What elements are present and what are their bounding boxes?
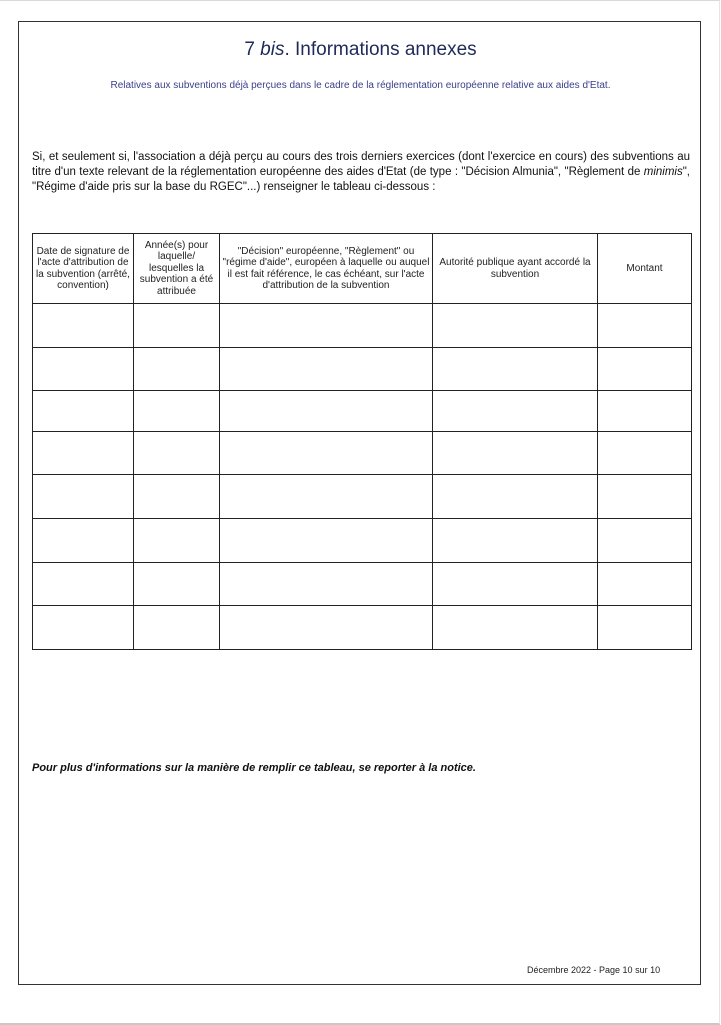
intro-part-2: ", "Régime d'aide pris sur la base du RGEC"...) renseigner le tableau ci-dessous :: [32, 166, 690, 193]
autorite-cell[interactable]: [433, 432, 598, 475]
decision-cell[interactable]: [220, 475, 433, 519]
annees-cell[interactable]: [134, 519, 220, 563]
montant-cell[interactable]: [598, 432, 692, 475]
autorite-cell[interactable]: [433, 519, 598, 563]
date-cell[interactable]: [33, 348, 134, 391]
annees-cell[interactable]: [134, 563, 220, 606]
table-row: [33, 475, 692, 519]
header-montant: Montant: [598, 234, 692, 304]
decision-cell[interactable]: [220, 304, 433, 348]
annees-cell[interactable]: [134, 606, 220, 650]
header-annees: Année(s) pour laquelle/ lesquelles la subvention a été attribuée: [134, 234, 220, 304]
autorite-cell[interactable]: [433, 475, 598, 519]
date-cell[interactable]: [33, 563, 134, 606]
decision-cell[interactable]: [220, 519, 433, 563]
date-cell[interactable]: [33, 432, 134, 475]
montant-cell[interactable]: [598, 519, 692, 563]
autorite-cell[interactable]: [433, 348, 598, 391]
section-title-text: . Informations annexes: [284, 39, 477, 60]
decision-cell[interactable]: [220, 432, 433, 475]
montant-cell[interactable]: [598, 475, 692, 519]
table-row: [33, 563, 692, 606]
table-row: [33, 432, 692, 475]
page-footer: Décembre 2022 - Page 10 sur 10: [527, 965, 661, 975]
header-date-signature: Date de signature de l'acte d'attribution de la subvention (arrêté, convention): [33, 234, 134, 304]
decision-cell[interactable]: [220, 348, 433, 391]
table-row: [33, 519, 692, 563]
decision-cell[interactable]: [220, 606, 433, 650]
table-row: [33, 304, 692, 348]
montant-cell[interactable]: [598, 348, 692, 391]
section-title: [0, 39, 721, 61]
annees-cell[interactable]: [134, 475, 220, 519]
date-cell[interactable]: [33, 606, 134, 650]
montant-cell[interactable]: [598, 606, 692, 650]
header-autorite-publique: Autorité publique ayant accordé la subvention: [433, 234, 598, 304]
autorite-cell[interactable]: [433, 391, 598, 432]
header-decision-europeenne: "Décision" européenne, "Règlement" ou "régime d'aide", européen à laquelle ou auquel il est fait référence, le cas échéant, sur l'acte d'attribution de la subvention: [220, 234, 433, 304]
date-cell[interactable]: [33, 304, 134, 348]
table-header-row: [33, 234, 692, 304]
montant-cell[interactable]: [598, 391, 692, 432]
table-row: [33, 391, 692, 432]
autorite-cell[interactable]: [433, 304, 598, 348]
autorite-cell[interactable]: [433, 563, 598, 606]
section-number-suffix: bis: [260, 39, 285, 60]
intro-paragraph: [32, 150, 690, 195]
section-subtitle: Relatives aux subventions déjà perçues dans le cadre de la réglementation européenne relative aux aides d'Etat.: [110, 80, 611, 91]
table-row: [33, 606, 692, 650]
annees-cell[interactable]: [134, 391, 220, 432]
intro-part-1: Si, et seulement si, l'association a déjà perçu au cours des trois derniers exercices (dont l'exercice en cours) des subventions au titre d'un texte relevant de la réglementation européenne des aides d'Etat (de type : "Décision Almunia", "Règlement de: [32, 151, 690, 178]
annees-cell[interactable]: [134, 432, 220, 475]
annees-cell[interactable]: [134, 304, 220, 348]
montant-cell[interactable]: [598, 304, 692, 348]
decision-cell[interactable]: [220, 391, 433, 432]
date-cell[interactable]: [33, 391, 134, 432]
table-row: [33, 348, 692, 391]
instructions-note: Pour plus d'informations sur la manière de remplir ce tableau, se reporter à la notice.: [32, 762, 476, 774]
autorite-cell[interactable]: [433, 606, 598, 650]
date-cell[interactable]: [33, 519, 134, 563]
subsidies-table: [32, 233, 692, 650]
date-cell[interactable]: [33, 475, 134, 519]
annees-cell[interactable]: [134, 348, 220, 391]
decision-cell[interactable]: [220, 563, 433, 606]
section-number: 7: [244, 39, 255, 60]
intro-italic: minimis: [643, 166, 683, 178]
montant-cell[interactable]: [598, 563, 692, 606]
